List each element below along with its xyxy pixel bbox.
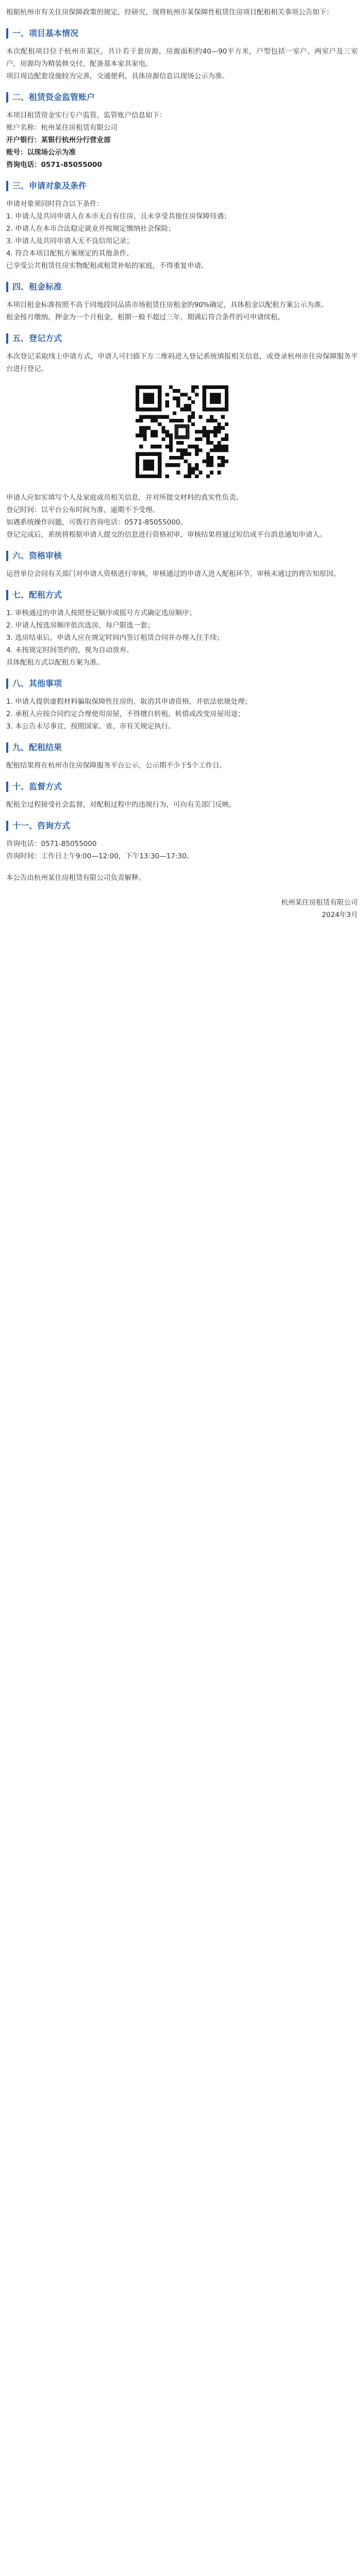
section-paragraph: 2. 申请人在本市合法稳定就业并按规定缴纳社会保险； xyxy=(6,225,175,233)
section-paragraph: 配租结果将在杭州市住房保障服务平台公示，公示期不少于5个工作日。 xyxy=(6,761,227,770)
section-paragraph: 申请对象须同时符合以下条件： xyxy=(6,200,104,208)
section-paragraph: 如遇系统操作问题，可拨打咨询电话：0571-85055000。 xyxy=(6,518,187,527)
section-paragraph: 具体配租方式以配租方案为准。 xyxy=(6,658,104,667)
section-paragraph: 1. 申请人提供虚假材料骗取保障性住房的，取消其申请资格，并依法依规处理； xyxy=(6,698,252,706)
section-title: 十一、咨询方式 xyxy=(12,821,71,831)
section-paragraph: 2. 申请人按选房顺序依次选房，每户限选一套； xyxy=(6,621,155,630)
section-title: 八、其他事项 xyxy=(12,679,62,688)
section-heading xyxy=(6,589,358,601)
section-paragraph: 登记时间：以平台公布时间为准，逾期不予受理。 xyxy=(6,506,159,514)
heading-accent-bar xyxy=(6,590,8,600)
section-heading xyxy=(6,678,358,689)
section-title: 十、监督方式 xyxy=(12,782,62,791)
section xyxy=(6,180,358,272)
article xyxy=(0,0,364,921)
section-paragraph: 配租全过程接受社会监督，对配租过程中的违规行为，可向有关部门反映。 xyxy=(6,801,236,809)
signature xyxy=(6,896,358,921)
section-paragraph: 项目周边配套设施较为完善，交通便利，具体房源信息以现场公示为准。 xyxy=(6,72,229,80)
section-title: 九、配租结果 xyxy=(12,742,62,752)
section-heading xyxy=(6,781,358,792)
heading-accent-bar xyxy=(6,282,8,292)
section-heading xyxy=(6,820,358,832)
intro-text: 根据杭州市有关住房保障政策的规定，经研究，现将杭州市某保障性租赁住房项目配租相关事项公告如下： xyxy=(6,8,334,16)
section-heading xyxy=(6,92,358,103)
section-paragraph: 4. 未按规定时间签约的，视为自动放弃。 xyxy=(6,646,134,654)
section-paragraph: 咨询电话：0571-85055000 xyxy=(6,161,102,169)
section-paragraph: 已享受公共租赁住房实物配租或租赁补贴的家庭，不得重复申请。 xyxy=(6,262,208,270)
signature-date: 2024年3月 xyxy=(322,911,358,919)
signature-org: 杭州某住房租赁有限公司 xyxy=(281,899,358,907)
heading-accent-bar xyxy=(6,92,8,103)
section-title: 五、登记方式 xyxy=(12,333,62,343)
section-paragraph: 本项目租金标准按照不高于同地段同品质市场租赁住房租金的90%确定，具体租金以配租方案公示为准。 xyxy=(6,301,328,309)
section-title: 一、项目基本情况 xyxy=(12,28,79,38)
heading-accent-bar xyxy=(6,28,8,39)
section-paragraph: 本项目租赁资金实行专户监管，监管账户信息如下： xyxy=(6,111,167,120)
section-paragraph: 本公告由杭州某住房租赁有限公司负责解释。 xyxy=(6,874,145,882)
section xyxy=(6,28,358,82)
section-paragraph: 4. 符合本项目配租方案规定的其他条件。 xyxy=(6,249,134,258)
section-heading xyxy=(6,180,358,192)
section-heading xyxy=(6,281,358,293)
section-title: 七、配租方式 xyxy=(12,590,62,600)
section xyxy=(6,781,358,811)
section xyxy=(6,872,358,884)
section-heading xyxy=(6,742,358,753)
heading-accent-bar xyxy=(6,679,8,689)
section-title: 四、租金标准 xyxy=(12,282,62,292)
article-intro xyxy=(6,6,358,19)
section-paragraph: 运营单位会同有关部门对申请人资格进行审核，审核通过的申请人进入配租环节，审核未通过的将告知原因。 xyxy=(6,570,340,578)
section-paragraph: 3. 选房结束后，申请人应在规定时间内签订租赁合同并办理入住手续； xyxy=(6,634,224,642)
section-heading xyxy=(6,28,358,39)
heading-accent-bar xyxy=(6,181,8,191)
heading-accent-bar xyxy=(6,333,8,344)
heading-accent-bar xyxy=(6,782,8,792)
section xyxy=(6,589,358,669)
section-title: 三、申请对象及条件 xyxy=(12,181,87,191)
article-sections xyxy=(6,28,358,884)
heading-accent-bar xyxy=(6,742,8,753)
heading-accent-bar xyxy=(6,551,8,561)
section xyxy=(6,820,358,862)
qr-code-image xyxy=(136,385,228,478)
section xyxy=(6,92,358,171)
section-paragraph: 开户银行：某银行杭州分行营业部 xyxy=(6,136,111,144)
section xyxy=(6,492,358,541)
section-paragraph: 1. 审核通过的申请人按照登记顺序或摇号方式确定选房顺序； xyxy=(6,609,196,617)
section-title: 六、资格审核 xyxy=(12,551,62,561)
section-paragraph: 本次配租项目位于杭州市某区，共计若干套房源，房源面积约40—90平方米，户型包括一室户、两室户及三室户，房源均为精装修交付，配备基本家具家电。 xyxy=(6,47,358,68)
registration-qr-code[interactable] xyxy=(136,385,228,478)
section xyxy=(6,742,358,772)
section xyxy=(6,678,358,733)
section-paragraph: 本次登记采取线上申请方式，申请人可扫描下方二维码进入登记系统填报相关信息，或登录杭州市住房保障服务平台进行登记。 xyxy=(6,352,358,373)
section-paragraph: 咨询时间：工作日上午9:00—12:00，下午13:30—17:30。 xyxy=(6,852,194,860)
section-paragraph: 登记完成后，系统将根据申请人提交的信息进行资格初审，审核结果将通过短信或平台消息通知申请人。 xyxy=(6,531,326,539)
section-heading xyxy=(6,333,358,344)
section-paragraph: 1. 申请人及共同申请人在本市无自有住房，且未享受其他住房保障待遇； xyxy=(6,212,231,221)
qr-code-block xyxy=(6,385,358,478)
section-paragraph: 2. 承租人应按合同约定合理使用房屋，不得擅自转租、转借或改变房屋用途； xyxy=(6,710,245,718)
section-paragraph: 申请人应如实填写个人及家庭成员相关信息，并对所提交材料的真实性负责。 xyxy=(6,494,243,502)
section-paragraph: 账号：以现场公示为准 xyxy=(6,148,76,157)
section-paragraph: 账户名称：杭州某住房租赁有限公司 xyxy=(6,124,118,132)
section-title: 二、租赁资金监管账户 xyxy=(12,92,95,102)
section-paragraph: 3. 申请人及共同申请人无不良信用记录； xyxy=(6,237,134,245)
section-paragraph: 咨询电话：0571-85055000 xyxy=(6,840,97,848)
section xyxy=(6,281,358,324)
section-heading xyxy=(6,550,358,562)
section xyxy=(6,550,358,580)
heading-accent-bar xyxy=(6,821,8,831)
section xyxy=(6,333,358,375)
section-paragraph: 3. 本公告未尽事宜，按照国家、省、市有关规定执行。 xyxy=(6,722,175,731)
section-paragraph: 租金按月缴纳，押金为一个月租金，租期一般不超过三年，期满后符合条件的可申请续租。 xyxy=(6,313,285,321)
